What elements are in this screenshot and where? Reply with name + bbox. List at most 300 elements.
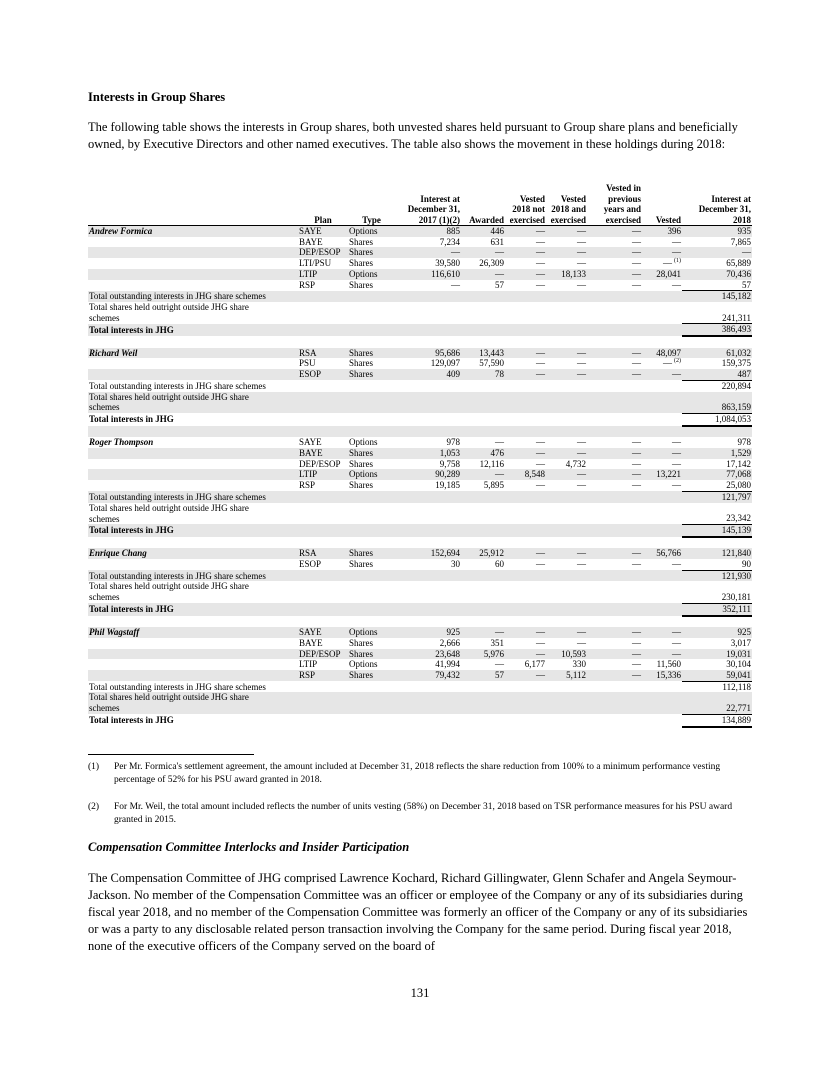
- table-cell: —: [546, 348, 587, 359]
- table-cell: 13,443: [461, 348, 505, 359]
- empty-cell: [546, 313, 587, 324]
- label-cell: [88, 459, 298, 470]
- empty-cell: [348, 692, 395, 703]
- total-outstanding-row: [88, 681, 752, 692]
- empty-cell: [587, 392, 642, 403]
- empty-cell: [348, 524, 395, 536]
- table-cell: 17,142: [726, 458, 751, 469]
- total-outstanding-value: 121,930: [682, 570, 752, 581]
- section-title: Interests in Group Shares: [88, 90, 226, 104]
- table-cell: Shares: [348, 369, 395, 380]
- label-cell: [88, 237, 298, 248]
- label-cell: [88, 280, 298, 291]
- empty-cell: [546, 491, 587, 502]
- empty-cell: [587, 413, 642, 425]
- empty-cell: [682, 692, 752, 703]
- table-cell: —: [536, 236, 545, 247]
- table-cell: Shares: [349, 258, 373, 269]
- table-cell: —: [672, 458, 681, 469]
- table-body: [88, 226, 752, 727]
- table-cell: —: [546, 448, 587, 459]
- empty-cell: [587, 603, 642, 615]
- empty-cell: [298, 503, 348, 514]
- table-cell: 1,529: [682, 448, 752, 459]
- empty-cell: [461, 692, 505, 703]
- empty-cell: [505, 616, 546, 628]
- spacer-row: [88, 537, 752, 549]
- header-plan: Plan: [298, 183, 348, 226]
- empty-cell: [642, 703, 682, 714]
- empty-cell: [505, 413, 546, 425]
- spacer-row: [88, 426, 752, 438]
- table-cell: 885: [395, 226, 461, 237]
- table-cell: Shares: [348, 448, 395, 459]
- table-cell: [642, 358, 682, 369]
- empty-cell: [395, 380, 461, 391]
- empty-cell: [298, 616, 348, 628]
- empty-cell: [642, 313, 682, 324]
- table-cell: —: [536, 258, 545, 269]
- footnote-ref: (1): [674, 258, 681, 265]
- table-cell: —: [577, 437, 586, 448]
- empty-cell: [395, 692, 461, 703]
- empty-cell: [348, 324, 395, 336]
- table-cell: —: [505, 627, 546, 638]
- table-row: [88, 280, 752, 291]
- total-outstanding-value: 112,118: [682, 681, 752, 692]
- table-cell: 1,053: [395, 448, 461, 459]
- empty-cell: [298, 324, 348, 336]
- empty-cell: [461, 603, 505, 615]
- table-cell: —: [642, 247, 682, 258]
- empty-cell: [88, 537, 298, 549]
- outright-value: 23,342: [726, 513, 751, 524]
- total-outstanding-row: [88, 491, 752, 502]
- total-outstanding-value: 145,182: [682, 291, 752, 302]
- empty-cell: [298, 681, 348, 692]
- empty-cell: [348, 380, 395, 391]
- table-cell: 446: [461, 226, 505, 237]
- empty-cell: [461, 324, 505, 336]
- table-cell: 10,593: [546, 649, 587, 660]
- table-row: [88, 369, 752, 380]
- table-cell: —: [505, 348, 546, 359]
- table-cell: —: [632, 559, 641, 570]
- table-row: [88, 627, 752, 638]
- table-cell: —: [495, 437, 504, 448]
- table-cell: —: [395, 247, 461, 258]
- empty-cell: [298, 413, 348, 425]
- empty-cell: [587, 616, 642, 628]
- empty-cell: [642, 291, 682, 302]
- empty-cell: [461, 592, 505, 603]
- table-cell: 935: [682, 226, 752, 237]
- empty-cell: [505, 491, 546, 502]
- table-cell: —: [587, 670, 642, 681]
- table-cell: 116,610: [395, 269, 461, 280]
- table-cell: LTIP: [298, 269, 348, 280]
- empty-cell: [461, 581, 505, 592]
- table-cell: 65,889: [726, 258, 751, 269]
- empty-cell: [395, 491, 461, 502]
- empty-cell: [505, 513, 546, 524]
- empty-cell: [642, 537, 682, 549]
- empty-cell: [505, 503, 546, 514]
- table-cell: —: [632, 437, 641, 448]
- empty-cell: [642, 380, 682, 391]
- empty-cell: [505, 524, 546, 536]
- table-cell: RSA: [298, 548, 348, 559]
- table-cell: 90,289: [395, 469, 461, 480]
- section2-title: Compensation Committee Interlocks and Insider Participation: [88, 840, 410, 854]
- table-cell: Shares: [348, 348, 395, 359]
- table-cell: —: [461, 247, 505, 258]
- table-cell: 19,185: [435, 480, 460, 491]
- table-cell: —: [642, 448, 682, 459]
- table-cell: 18,133: [546, 269, 587, 280]
- empty-cell: [395, 336, 461, 348]
- table-cell: 59,041: [682, 670, 752, 681]
- label-outright: Total shares held outright outside JHG share: [88, 392, 298, 403]
- empty-cell: [642, 616, 682, 628]
- outright-row: [88, 392, 752, 403]
- table-row: [88, 437, 752, 448]
- empty-cell: [298, 537, 348, 549]
- total-jhg-row: [88, 413, 752, 425]
- table-cell: Shares: [349, 279, 373, 290]
- intro-paragraph: The following table shows the interests in Group shares, both unvested shares held pursuant to Group share plans and beneficially owned, by Executive Directors and other named executives. The table also shows the movement in these holdings during 2018:: [88, 120, 738, 151]
- empty-cell: [461, 681, 505, 692]
- empty-cell: [461, 703, 505, 714]
- empty-cell: [348, 302, 395, 313]
- table-cell: —: [546, 627, 587, 638]
- table-cell: 11,560: [656, 659, 681, 670]
- table-cell: 57: [742, 279, 751, 290]
- table-cell: —: [505, 548, 546, 559]
- empty-cell: [505, 592, 546, 603]
- table-cell: Shares: [349, 559, 373, 570]
- label-outright-2: schemes: [88, 402, 298, 413]
- table-row: [88, 226, 752, 237]
- footnote-2: [88, 801, 752, 827]
- table-cell: RSP: [299, 480, 316, 491]
- outright-row: [88, 302, 752, 313]
- empty-cell: [587, 324, 642, 336]
- table-cell: —: [587, 348, 642, 359]
- empty-cell: [348, 513, 395, 524]
- table-cell: Shares: [349, 480, 373, 491]
- label-total-outstanding: Total outstanding interests in JHG share schemes: [88, 491, 298, 502]
- table-cell: 78: [461, 369, 505, 380]
- empty-cell: [395, 324, 461, 336]
- empty-cell: [546, 603, 587, 615]
- total-outstanding-row: [88, 570, 752, 581]
- total-jhg-row: [88, 603, 752, 615]
- empty-cell: [298, 302, 348, 313]
- header-vested-not-exercised: Vested 2018 not exercised: [505, 183, 546, 226]
- empty-cell: [298, 513, 348, 524]
- table-cell: —: [577, 236, 586, 247]
- empty-cell: [642, 336, 682, 348]
- total-jhg-value: 134,889: [682, 714, 752, 726]
- table-cell: —: [672, 480, 681, 491]
- empty-cell: [298, 426, 348, 438]
- label-cell: [88, 659, 298, 670]
- table-row: [88, 670, 752, 681]
- empty-cell: [546, 714, 587, 726]
- table-cell: RSP: [298, 670, 348, 681]
- table-cell: —: [587, 369, 642, 380]
- table-cell: 476: [461, 448, 505, 459]
- empty-cell: [298, 603, 348, 615]
- empty-cell: [348, 313, 395, 324]
- empty-cell: [642, 570, 682, 581]
- empty-cell: [395, 503, 461, 514]
- table-cell: DEP/ESOP: [299, 458, 341, 469]
- empty-cell: [642, 524, 682, 536]
- empty-cell: [461, 503, 505, 514]
- label-total-outstanding: Total outstanding interests in JHG share schemes: [89, 681, 266, 692]
- table-cell: —: [577, 279, 586, 290]
- label-cell: [88, 369, 298, 380]
- label-outright: Total shares held outright outside JHG share: [88, 692, 298, 703]
- table-cell: —: [642, 369, 682, 380]
- table-cell: 90: [742, 559, 751, 570]
- empty-cell: [298, 714, 348, 726]
- empty-cell: [461, 402, 505, 413]
- table-cell: 25,912: [461, 548, 505, 559]
- table-cell: —: [495, 659, 504, 670]
- table-cell: —: [546, 226, 587, 237]
- empty-cell: [505, 570, 546, 581]
- outright-row-2: [88, 313, 752, 324]
- empty-cell: [546, 413, 587, 425]
- table-cell: —: [577, 637, 586, 648]
- table-cell: 6,177: [524, 659, 545, 670]
- table-cell: —: [577, 358, 586, 369]
- empty-cell: [642, 581, 682, 592]
- table-cell: —: [546, 469, 587, 480]
- empty-cell: [461, 616, 505, 628]
- empty-cell: [505, 336, 546, 348]
- table-row: [88, 448, 752, 459]
- empty-cell: [682, 336, 752, 348]
- table-cell: —: [546, 369, 587, 380]
- outright-row: [88, 581, 752, 592]
- empty-cell: [546, 513, 587, 524]
- table-cell: DEP/ESOP: [298, 649, 348, 660]
- table-cell: —: [505, 670, 546, 681]
- label-cell: [88, 469, 298, 480]
- outright-value: 22,771: [682, 703, 752, 714]
- table-cell: 23,648: [395, 649, 461, 660]
- table-cell: 13,221: [642, 469, 682, 480]
- total-outstanding-row: [88, 380, 752, 391]
- empty-cell: [505, 703, 546, 714]
- empty-cell: [546, 503, 587, 514]
- empty-cell: [546, 402, 587, 413]
- executive-name: Richard Weil: [88, 348, 298, 359]
- table-cell: LTIP: [298, 469, 348, 480]
- table-cell: Options: [348, 469, 395, 480]
- footnote-text: For Mr. Weil, the total amount included reflects the number of units vesting (58%) on December 31, 2018 based on TSR performance measures for his PSU award granted in 2015.: [114, 802, 733, 825]
- header-type: Type: [348, 183, 395, 226]
- empty-cell: [395, 402, 461, 413]
- table-cell: —: [461, 469, 505, 480]
- executive-name: Phil Wagstaff: [88, 627, 298, 638]
- empty-cell: [642, 714, 682, 726]
- outright-row: [88, 692, 752, 703]
- table-row: [88, 638, 752, 649]
- empty-cell: [395, 302, 461, 313]
- empty-cell: [298, 524, 348, 536]
- label-outright: Total shares held outright outside JHG share: [89, 581, 249, 592]
- table-cell: —: [536, 559, 545, 570]
- table-cell: —: [587, 627, 642, 638]
- table-cell: —: [632, 279, 641, 290]
- table-cell: —: [546, 247, 587, 258]
- empty-cell: [461, 524, 505, 536]
- empty-cell: [298, 570, 348, 581]
- outright-value: 863,159: [682, 402, 752, 413]
- empty-cell: [395, 524, 461, 536]
- empty-cell: [505, 402, 546, 413]
- table-cell: 28,041: [642, 269, 682, 280]
- empty-cell: [505, 313, 546, 324]
- empty-cell: [461, 291, 505, 302]
- empty-cell: [642, 426, 682, 438]
- empty-cell: [682, 426, 752, 438]
- table-cell: 77,068: [682, 469, 752, 480]
- empty-cell: [88, 616, 298, 628]
- outright-row-2: [88, 703, 752, 714]
- table-cell: Shares: [348, 649, 395, 660]
- empty-cell: [587, 513, 642, 524]
- footnote-mark: (2): [88, 802, 100, 812]
- empty-cell: [546, 426, 587, 438]
- empty-cell: [505, 302, 546, 313]
- empty-cell: [505, 291, 546, 302]
- total-jhg-value: 386,493: [682, 324, 752, 336]
- empty-cell: [395, 313, 461, 324]
- label-outright-2: schemes: [88, 703, 298, 714]
- table-cell: 26,309: [479, 258, 504, 269]
- table-cell: 57,590: [479, 358, 504, 369]
- total-jhg-row: [88, 324, 752, 336]
- table-cell: —: [672, 236, 681, 247]
- empty-cell: [298, 291, 348, 302]
- total-outstanding-value: 220,894: [682, 380, 752, 391]
- spacer-row: [88, 336, 752, 348]
- label-cell: [88, 247, 298, 258]
- outright-row: [88, 503, 752, 514]
- empty-cell: [348, 426, 395, 438]
- empty-cell: [682, 302, 752, 313]
- spacer-row: [88, 616, 752, 628]
- empty-cell: [505, 581, 546, 592]
- table-cell: —: [536, 458, 545, 469]
- label-total-outstanding: Total outstanding interests in JHG share schemes: [89, 380, 266, 391]
- table-row: [88, 659, 752, 670]
- table-cell: Options: [348, 269, 395, 280]
- table-header-row: [88, 183, 752, 226]
- empty-cell: [505, 392, 546, 403]
- empty-cell: [348, 581, 395, 592]
- table-row: [88, 258, 752, 269]
- table-cell: —: [505, 226, 546, 237]
- total-jhg-value: 145,139: [682, 524, 752, 536]
- table-cell: 70,436: [682, 269, 752, 280]
- table-cell: —: [642, 649, 682, 660]
- table-cell: RSP: [299, 279, 316, 290]
- table-cell: 4,732: [565, 458, 586, 469]
- empty-cell: [587, 313, 642, 324]
- total-outstanding-row: [88, 291, 752, 302]
- table-cell: 351: [490, 637, 504, 648]
- empty-cell: [395, 603, 461, 615]
- label-cell: [88, 358, 298, 369]
- table-cell: Shares: [348, 670, 395, 681]
- table-cell: ESOP: [299, 559, 322, 570]
- empty-cell: [348, 291, 395, 302]
- label-outright-2: schemes: [89, 312, 120, 323]
- table-cell: —: [587, 548, 642, 559]
- empty-cell: [505, 681, 546, 692]
- table-cell: 5,112: [546, 670, 587, 681]
- table-cell: —: [577, 559, 586, 570]
- table-cell: 978: [446, 437, 460, 448]
- table-row: [88, 559, 752, 570]
- empty-cell: [348, 616, 395, 628]
- label-cell: [88, 258, 298, 269]
- empty-cell: [298, 313, 348, 324]
- table-cell: —: [632, 358, 641, 369]
- table-cell: Options: [348, 226, 395, 237]
- table-cell: —: [632, 480, 641, 491]
- empty-cell: [642, 491, 682, 502]
- empty-cell: [642, 603, 682, 615]
- table-cell: 57: [461, 670, 505, 681]
- outright-row-2: [88, 513, 752, 524]
- empty-cell: [546, 616, 587, 628]
- header-interest-2017: Interest at December 31, 2017 (1)(2): [395, 183, 461, 226]
- empty-cell: [546, 392, 587, 403]
- empty-cell: [395, 413, 461, 425]
- empty-cell: [642, 592, 682, 603]
- table-cell: BAYE: [299, 637, 323, 648]
- label-total-jhg: Total interests in JHG: [88, 524, 298, 536]
- label-total-jhg: Total interests in JHG: [89, 414, 174, 425]
- table-cell: Shares: [348, 548, 395, 559]
- empty-cell: [461, 714, 505, 726]
- table-cell: —: [577, 480, 586, 491]
- empty-cell: [587, 503, 642, 514]
- empty-cell: [348, 402, 395, 413]
- table-cell: 48,097: [642, 348, 682, 359]
- outright-value: 241,311: [722, 312, 751, 323]
- footnote-rule: [88, 754, 254, 755]
- empty-cell: [461, 570, 505, 581]
- table-cell: —: [632, 258, 641, 269]
- empty-cell: [505, 714, 546, 726]
- table-cell: —: [632, 458, 641, 469]
- label-cell: [88, 638, 298, 649]
- executive-name: Andrew Formica: [88, 226, 298, 237]
- table-cell: 19,031: [682, 649, 752, 660]
- empty-cell: [587, 692, 642, 703]
- empty-cell: [461, 513, 505, 524]
- table-cell: ESOP: [298, 369, 348, 380]
